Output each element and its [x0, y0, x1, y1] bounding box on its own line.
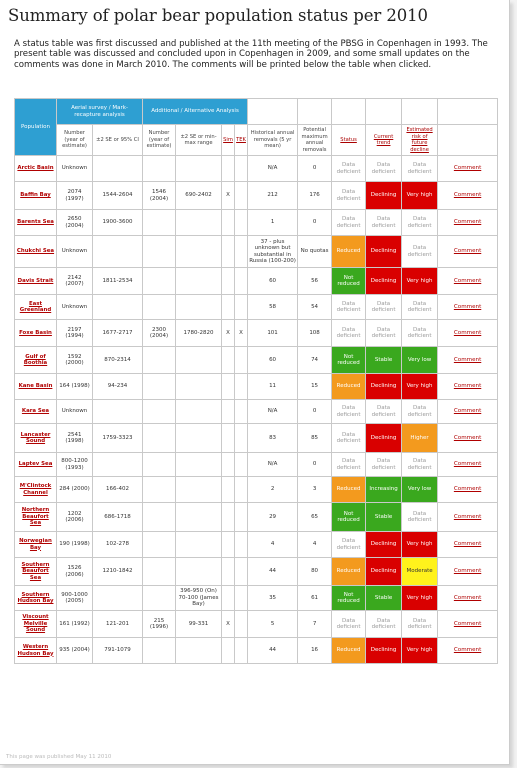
- alt-range: 396-950 (On) 70-100 (James Bay): [176, 586, 222, 611]
- risk-cell: Data deficient: [402, 236, 438, 268]
- status-cell: Not reduced: [332, 268, 366, 295]
- population-estimate: 2650 (2004): [57, 210, 93, 236]
- sim-mark: [222, 156, 235, 182]
- potential-removals: 176: [298, 182, 332, 210]
- alt-range: [176, 453, 222, 477]
- risk-cell: Moderate: [402, 558, 438, 586]
- alt-range: 1780-2820: [176, 320, 222, 347]
- historical-removals: 212: [248, 182, 298, 210]
- historical-removals: 44: [248, 638, 298, 664]
- potential-removals: 54: [298, 295, 332, 320]
- table-row: [15, 611, 498, 638]
- comment-link[interactable]: Comment: [438, 374, 498, 400]
- alt-range: [176, 503, 222, 532]
- status-cell: Data deficient: [332, 210, 366, 236]
- table-row: [15, 532, 498, 558]
- risk-cell: Very high: [402, 638, 438, 664]
- alt-range: [176, 156, 222, 182]
- status-cell: Reduced: [332, 374, 366, 400]
- status-cell: Reduced: [332, 477, 366, 503]
- tek-mark: [235, 424, 248, 453]
- status-cell: Reduced: [332, 236, 366, 268]
- population-name[interactable]: Foxe Basin: [15, 320, 57, 347]
- tek-mark: [235, 156, 248, 182]
- risk-cell: Data deficient: [402, 503, 438, 532]
- table-row: [15, 638, 498, 664]
- comment-link[interactable]: Comment: [438, 295, 498, 320]
- trend-cell: Declining: [366, 424, 402, 453]
- potential-removals: 61: [298, 586, 332, 611]
- comment-link[interactable]: Comment: [438, 586, 498, 611]
- risk-cell: Data deficient: [402, 210, 438, 236]
- status-cell: Data deficient: [332, 182, 366, 210]
- sim-mark: [222, 424, 235, 453]
- confidence-interval: [93, 236, 143, 268]
- alt-estimate: [143, 453, 176, 477]
- alt-estimate: 215 (1996): [143, 611, 176, 638]
- population-estimate: 1526 (2006): [57, 558, 93, 586]
- status-cell: Data deficient: [332, 320, 366, 347]
- status-cell: Data deficient: [332, 453, 366, 477]
- header-trend-link[interactable]: Current trend: [366, 125, 402, 156]
- tek-mark: [235, 210, 248, 236]
- trend-cell: Stable: [366, 347, 402, 374]
- trend-cell: Data deficient: [366, 453, 402, 477]
- potential-removals: 4: [298, 532, 332, 558]
- historical-removals: 2: [248, 477, 298, 503]
- status-cell: Data deficient: [332, 532, 366, 558]
- population-name[interactable]: Lancaster Sound: [15, 424, 57, 453]
- risk-cell: Very low: [402, 477, 438, 503]
- header-population: Population: [15, 99, 57, 156]
- sim-mark: [222, 268, 235, 295]
- alt-estimate: [143, 236, 176, 268]
- tek-mark: [235, 374, 248, 400]
- alt-estimate: 1546 (2004): [143, 182, 176, 210]
- population-estimate: Unknown: [57, 236, 93, 268]
- historical-removals: N/A: [248, 156, 298, 182]
- alt-estimate: [143, 268, 176, 295]
- population-estimate: 2541 (1998): [57, 424, 93, 453]
- table-row: [15, 477, 498, 503]
- table-row: [15, 182, 498, 210]
- comment-link[interactable]: Comment: [438, 400, 498, 424]
- trend-cell: Declining: [366, 268, 402, 295]
- population-estimate: 800-1200 (1993): [57, 453, 93, 477]
- confidence-interval: 102-278: [93, 532, 143, 558]
- alt-estimate: 2300 (2004): [143, 320, 176, 347]
- historical-removals: 29: [248, 503, 298, 532]
- potential-removals: 0: [298, 156, 332, 182]
- comment-link[interactable]: Comment: [438, 424, 498, 453]
- header-spacer: [402, 99, 438, 125]
- comment-link[interactable]: Comment: [438, 453, 498, 477]
- alt-range: [176, 400, 222, 424]
- tek-mark: [235, 558, 248, 586]
- sim-mark: [222, 503, 235, 532]
- alt-range: [176, 347, 222, 374]
- risk-cell: Very high: [402, 532, 438, 558]
- table-row: [15, 424, 498, 453]
- comment-link[interactable]: Comment: [438, 268, 498, 295]
- risk-cell: Very high: [402, 268, 438, 295]
- confidence-interval: 1544-2604: [93, 182, 143, 210]
- population-estimate: 284 (2000): [57, 477, 93, 503]
- population-name[interactable]: Barents Sea: [15, 210, 57, 236]
- confidence-interval: 686-1718: [93, 503, 143, 532]
- trend-cell: Data deficient: [366, 320, 402, 347]
- tek-mark: [235, 586, 248, 611]
- confidence-interval: [93, 156, 143, 182]
- historical-removals: 101: [248, 320, 298, 347]
- header-spacer: [248, 99, 298, 125]
- alt-estimate: [143, 400, 176, 424]
- confidence-interval: 94-234: [93, 374, 143, 400]
- historical-removals: 37 - plus unknown but substantial in Russia (100-200): [248, 236, 298, 268]
- population-name[interactable]: Southern Beaufort Sea: [15, 558, 57, 586]
- footer-published: This page was published May 11 2010: [6, 754, 112, 760]
- table-row: [15, 586, 498, 611]
- population-estimate: 161 (1992): [57, 611, 93, 638]
- comment-link[interactable]: Comment: [438, 156, 498, 182]
- header-risk-link[interactable]: Estimated risk of future decline: [402, 125, 438, 156]
- table-row: [15, 156, 498, 182]
- comment-link[interactable]: Comment: [438, 182, 498, 210]
- trend-cell: Data deficient: [366, 400, 402, 424]
- header-spacer: [298, 99, 332, 125]
- tek-mark: X: [235, 320, 248, 347]
- alt-range: [176, 374, 222, 400]
- historical-removals: 83: [248, 424, 298, 453]
- potential-removals: 0: [298, 400, 332, 424]
- potential-removals: 15: [298, 374, 332, 400]
- status-cell: Data deficient: [332, 611, 366, 638]
- tek-mark: [235, 295, 248, 320]
- trend-cell: Increasing: [366, 477, 402, 503]
- sim-mark: [222, 558, 235, 586]
- historical-removals: 4: [248, 532, 298, 558]
- alt-estimate: [143, 210, 176, 236]
- comment-link[interactable]: Comment: [438, 320, 498, 347]
- sim-mark: X: [222, 182, 235, 210]
- header-alt-range: ±2 SE or min-max range: [176, 125, 222, 156]
- risk-cell: Higher: [402, 424, 438, 453]
- potential-removals: 0: [298, 210, 332, 236]
- table-row: [15, 503, 498, 532]
- tek-mark: [235, 236, 248, 268]
- alt-range: [176, 477, 222, 503]
- trend-cell: Data deficient: [366, 210, 402, 236]
- confidence-interval: 1811-2534: [93, 268, 143, 295]
- population-name[interactable]: Viscount Melville Sound: [15, 611, 57, 638]
- table-row: [15, 295, 498, 320]
- population-name[interactable]: Western Hudson Bay: [15, 638, 57, 664]
- population-name[interactable]: Davis Strait: [15, 268, 57, 295]
- historical-removals: 60: [248, 347, 298, 374]
- comment-link[interactable]: Comment: [438, 611, 498, 638]
- header-status-link[interactable]: Status: [332, 125, 366, 156]
- alt-estimate: [143, 558, 176, 586]
- population-name[interactable]: Kara Sea: [15, 400, 57, 424]
- table-body: [15, 156, 498, 664]
- header-group-aerial: Aerial survey / Mark-recapture analysis: [57, 99, 143, 125]
- comment-link[interactable]: Comment: [438, 532, 498, 558]
- historical-removals: 44: [248, 558, 298, 586]
- sim-mark: [222, 453, 235, 477]
- header-alt-number: Number (year of estimate): [143, 125, 176, 156]
- historical-removals: 1: [248, 210, 298, 236]
- comment-link[interactable]: Comment: [438, 236, 498, 268]
- population-name[interactable]: Northern Beaufort Sea: [15, 503, 57, 532]
- alt-range: [176, 638, 222, 664]
- confidence-interval: 870-2314: [93, 347, 143, 374]
- alt-range: [176, 558, 222, 586]
- trend-cell: Data deficient: [366, 156, 402, 182]
- comment-link[interactable]: Comment: [438, 210, 498, 236]
- header-group-additional: Additional / Alternative Analysis: [143, 99, 248, 125]
- trend-cell: Data deficient: [366, 295, 402, 320]
- risk-cell: Very low: [402, 347, 438, 374]
- alt-estimate: [143, 156, 176, 182]
- population-name[interactable]: Gulf of Boothia: [15, 347, 57, 374]
- sim-mark: X: [222, 611, 235, 638]
- header-spacer: [332, 99, 366, 125]
- trend-cell: Stable: [366, 503, 402, 532]
- table-row: [15, 558, 498, 586]
- status-cell: Data deficient: [332, 424, 366, 453]
- tek-mark: [235, 347, 248, 374]
- header-historical: Historical annual removals (5 yr mean): [248, 125, 298, 156]
- sim-mark: [222, 638, 235, 664]
- alt-estimate: [143, 347, 176, 374]
- historical-removals: 11: [248, 374, 298, 400]
- comment-link[interactable]: Comment: [438, 503, 498, 532]
- population-estimate: 1592 (2000): [57, 347, 93, 374]
- alt-range: [176, 424, 222, 453]
- population-name[interactable]: Norwegian Bay: [15, 532, 57, 558]
- alt-range: [176, 210, 222, 236]
- potential-removals: 56: [298, 268, 332, 295]
- population-estimate: Unknown: [57, 295, 93, 320]
- status-cell: Not reduced: [332, 503, 366, 532]
- historical-removals: 58: [248, 295, 298, 320]
- confidence-interval: 1677-2717: [93, 320, 143, 347]
- alt-estimate: [143, 477, 176, 503]
- alt-range: [176, 236, 222, 268]
- trend-cell: Data deficient: [366, 611, 402, 638]
- tek-mark: [235, 182, 248, 210]
- table-row: [15, 453, 498, 477]
- alt-range: 690-2402: [176, 182, 222, 210]
- risk-cell: Data deficient: [402, 295, 438, 320]
- tek-mark: [235, 638, 248, 664]
- tek-mark: [235, 453, 248, 477]
- population-name[interactable]: Chukchi Sea: [15, 236, 57, 268]
- alt-estimate: [143, 295, 176, 320]
- comment-link[interactable]: Comment: [438, 558, 498, 586]
- alt-estimate: [143, 503, 176, 532]
- potential-removals: 108: [298, 320, 332, 347]
- population-estimate: 935 (2004): [57, 638, 93, 664]
- table-row: [15, 210, 498, 236]
- risk-cell: Data deficient: [402, 611, 438, 638]
- potential-removals: 7: [298, 611, 332, 638]
- status-cell: Not reduced: [332, 347, 366, 374]
- header-spacer: [366, 99, 402, 125]
- status-cell: Data deficient: [332, 295, 366, 320]
- status-cell: Reduced: [332, 638, 366, 664]
- page-title: Summary of polar bear population status per 2010: [8, 6, 428, 25]
- risk-cell: Very high: [402, 586, 438, 611]
- header-number: Number (year of estimate): [57, 125, 93, 156]
- potential-removals: No quotas: [298, 236, 332, 268]
- table-row: [15, 268, 498, 295]
- confidence-interval: 1900-3600: [93, 210, 143, 236]
- population-name[interactable]: East Greenland: [15, 295, 57, 320]
- trend-cell: Declining: [366, 374, 402, 400]
- confidence-interval: 1759-3323: [93, 424, 143, 453]
- population-name[interactable]: Baffin Bay: [15, 182, 57, 210]
- header-tek-link[interactable]: TEK: [235, 125, 248, 156]
- table-row: [15, 400, 498, 424]
- sim-mark: [222, 400, 235, 424]
- alt-estimate: [143, 532, 176, 558]
- header-sim-link[interactable]: Sim: [222, 125, 235, 156]
- table-row: [15, 347, 498, 374]
- alt-estimate: [143, 374, 176, 400]
- alt-estimate: [143, 586, 176, 611]
- tek-mark: [235, 268, 248, 295]
- header-comment: [438, 125, 498, 156]
- alt-estimate: [143, 424, 176, 453]
- population-estimate: 2142 (2007): [57, 268, 93, 295]
- status-cell: Reduced: [332, 558, 366, 586]
- confidence-interval: 791-1079: [93, 638, 143, 664]
- sim-mark: [222, 236, 235, 268]
- header-ci: ±2 SE or 95% CI: [93, 125, 143, 156]
- trend-cell: Declining: [366, 532, 402, 558]
- sim-mark: [222, 586, 235, 611]
- population-name[interactable]: M'Clintock Channel: [15, 477, 57, 503]
- population-estimate: 190 (1998): [57, 532, 93, 558]
- risk-cell: Data deficient: [402, 400, 438, 424]
- status-cell: Data deficient: [332, 156, 366, 182]
- comment-link[interactable]: Comment: [438, 638, 498, 664]
- potential-removals: 3: [298, 477, 332, 503]
- population-estimate: 2197 (1994): [57, 320, 93, 347]
- population-estimate: Unknown: [57, 400, 93, 424]
- historical-removals: N/A: [248, 400, 298, 424]
- tek-mark: [235, 611, 248, 638]
- potential-removals: 74: [298, 347, 332, 374]
- sim-mark: [222, 374, 235, 400]
- potential-removals: 85: [298, 424, 332, 453]
- potential-removals: 65: [298, 503, 332, 532]
- confidence-interval: 166-402: [93, 477, 143, 503]
- sim-mark: [222, 210, 235, 236]
- confidence-interval: 1210-1842: [93, 558, 143, 586]
- population-status-table: [14, 98, 498, 664]
- status-cell: Data deficient: [332, 400, 366, 424]
- confidence-interval: [93, 295, 143, 320]
- historical-removals: N/A: [248, 453, 298, 477]
- alt-estimate: [143, 638, 176, 664]
- sim-mark: [222, 295, 235, 320]
- confidence-interval: [93, 586, 143, 611]
- population-estimate: 2074 (1997): [57, 182, 93, 210]
- confidence-interval: [93, 453, 143, 477]
- population-estimate: 164 (1998): [57, 374, 93, 400]
- risk-cell: Data deficient: [402, 453, 438, 477]
- potential-removals: 0: [298, 453, 332, 477]
- comment-link[interactable]: Comment: [438, 477, 498, 503]
- population-estimate: 900-1000 (2005): [57, 586, 93, 611]
- historical-removals: 35: [248, 586, 298, 611]
- confidence-interval: 121-201: [93, 611, 143, 638]
- historical-removals: 5: [248, 611, 298, 638]
- population-name[interactable]: Laptev Sea: [15, 453, 57, 477]
- alt-range: [176, 295, 222, 320]
- alt-range: [176, 268, 222, 295]
- status-cell: Not reduced: [332, 586, 366, 611]
- intro-text: A status table was first discussed and published at the 11th meeting of the PBSG in Copenhagen in 1993. The present table was discussed and concluded upon in Copenhagen in 2009, and some small updates on the comments was done in March 2010. The comments will be printed below the table when clicked.: [14, 39, 488, 70]
- tek-mark: [235, 503, 248, 532]
- trend-cell: Declining: [366, 558, 402, 586]
- sim-mark: [222, 532, 235, 558]
- population-name[interactable]: Kane Basin: [15, 374, 57, 400]
- tek-mark: [235, 477, 248, 503]
- table-row: [15, 236, 498, 268]
- risk-cell: Data deficient: [402, 320, 438, 347]
- trend-cell: Declining: [366, 236, 402, 268]
- confidence-interval: [93, 400, 143, 424]
- historical-removals: 60: [248, 268, 298, 295]
- sim-mark: X: [222, 320, 235, 347]
- tek-mark: [235, 400, 248, 424]
- header-potential: Potential maximum annual removals: [298, 125, 332, 156]
- alt-range: 99-331: [176, 611, 222, 638]
- comment-link[interactable]: Comment: [438, 347, 498, 374]
- table-row: [15, 374, 498, 400]
- risk-cell: Data deficient: [402, 156, 438, 182]
- potential-removals: 16: [298, 638, 332, 664]
- trend-cell: Stable: [366, 586, 402, 611]
- risk-cell: Very high: [402, 182, 438, 210]
- trend-cell: Declining: [366, 638, 402, 664]
- population-name[interactable]: Arctic Basin: [15, 156, 57, 182]
- alt-range: [176, 532, 222, 558]
- risk-cell: Very high: [402, 374, 438, 400]
- trend-cell: Declining: [366, 182, 402, 210]
- tek-mark: [235, 532, 248, 558]
- sim-mark: [222, 477, 235, 503]
- population-name[interactable]: Southern Hudson Bay: [15, 586, 57, 611]
- header-spacer: [438, 99, 498, 125]
- table-row: [15, 320, 498, 347]
- potential-removals: 80: [298, 558, 332, 586]
- population-estimate: 1202 (2006): [57, 503, 93, 532]
- population-estimate: Unknown: [57, 156, 93, 182]
- sim-mark: [222, 347, 235, 374]
